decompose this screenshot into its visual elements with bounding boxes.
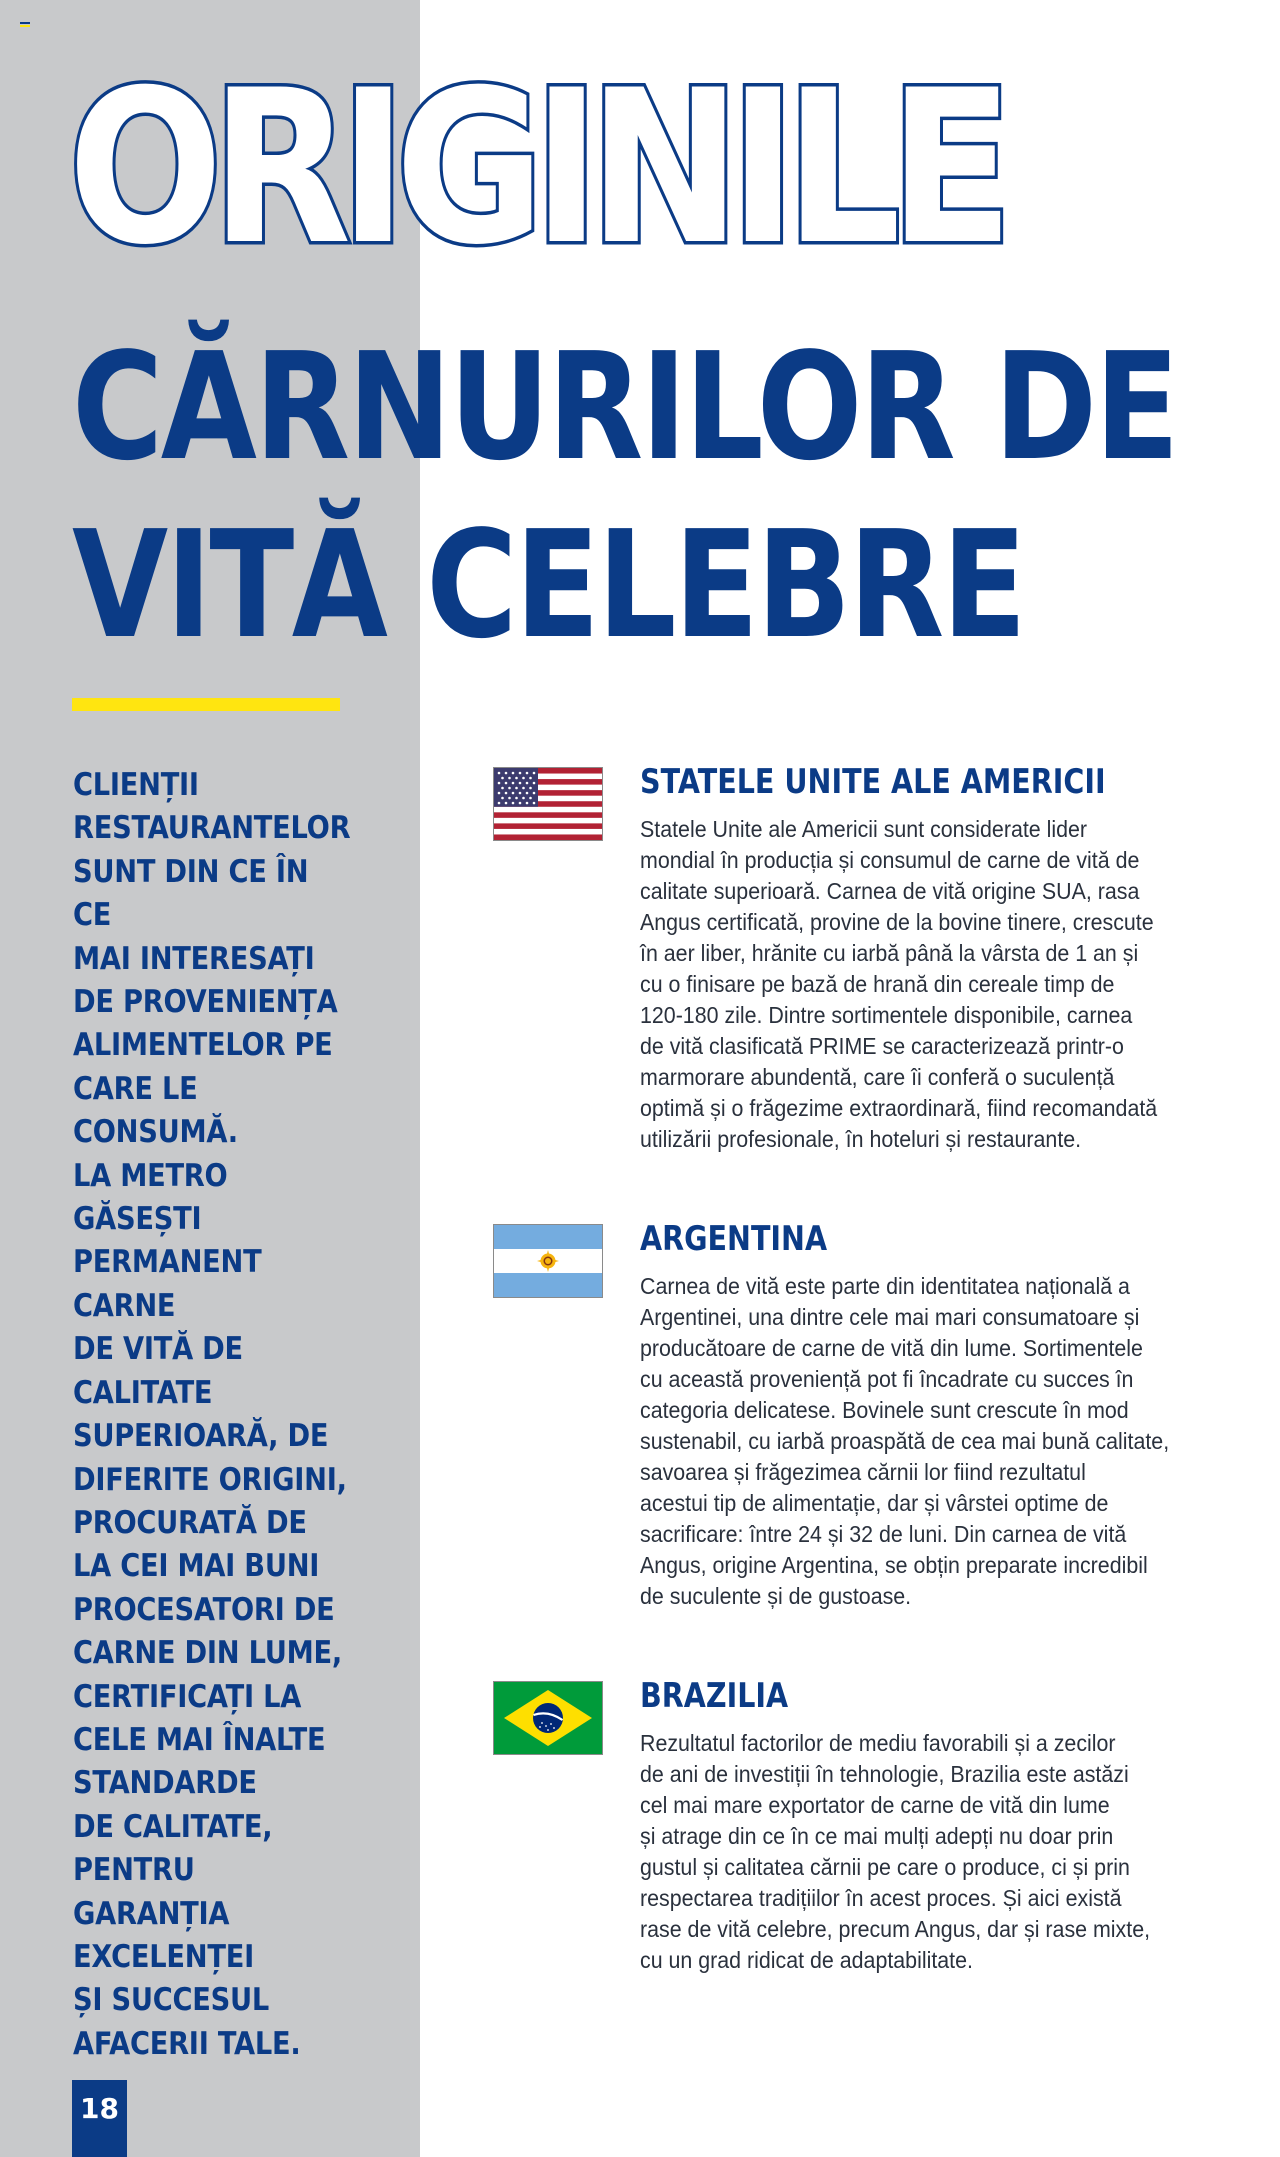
- section-title: BRAZILIA: [640, 1676, 789, 1716]
- body-line: Angus certificată, provine de la bovine tinere, crescute: [640, 909, 1154, 935]
- intro-line: DIFERITE ORIGINI,: [73, 1461, 347, 1498]
- intro-line: EXCELENȚEI: [73, 1938, 254, 1975]
- body-line: Carnea de vită este parte din identitatea națională a: [640, 1273, 1130, 1299]
- body-line: cu această proveniență pot fi încadrate cu succes în: [640, 1366, 1134, 1392]
- intro-text: [73, 764, 355, 2066]
- body-line: producătoare de carne de vită din lume. Sortimentele: [640, 1335, 1143, 1361]
- brazil-flag-icon: [494, 1682, 602, 1754]
- section-body: [640, 814, 1179, 1155]
- intro-line: STANDARDE: [73, 1765, 257, 1802]
- page-number: 18: [72, 2080, 127, 2157]
- body-line: în aer liber, hrănite cu iarbă până la vârsta de 1 an și: [640, 940, 1139, 966]
- title-line-2: CĂRNURILOR DE: [72, 321, 1178, 493]
- intro-line: CELE MAI ÎNALTE: [73, 1721, 326, 1758]
- body-line: cel mai mare exportator de carne de vită din lume: [640, 1792, 1110, 1818]
- title-line-1: ORIGINILE: [68, 44, 1002, 291]
- body-line: respectarea tradițiilor în acest proces. Și aici există: [640, 1885, 1122, 1911]
- body-line: de vită clasificată PRIME se caracterizează printr-o: [640, 1033, 1124, 1059]
- intro-line: PROCURATĂ DE: [73, 1504, 307, 1541]
- body-line: calitate superioară. Carnea de vită origine SUA, rasa: [640, 878, 1140, 904]
- intro-line: CARNE DIN LUME,: [73, 1635, 342, 1672]
- intro-line: AFACERII TALE.: [73, 2025, 301, 2062]
- body-line: 120-180 zile. Dintre sortimentele disponibile, carnea: [640, 1002, 1133, 1028]
- intro-line: PENTRU GARANȚIA: [73, 1852, 230, 1932]
- title-lines-2-3: [72, 318, 1177, 674]
- body-line: categoria delicatese. Bovinele sunt crescute în mod: [640, 1397, 1129, 1423]
- intro-line: LA METRO GĂSEȘTI: [73, 1157, 228, 1238]
- body-line: cu un grad ridicat de adaptabilitate.: [640, 1947, 973, 1973]
- body-line: de suculente și de gustoase.: [640, 1583, 912, 1609]
- title-line-3: VITĂ CELEBRE: [72, 499, 1025, 671]
- body-line: Argentinei, una dintre cele mai mari consumatoare și: [640, 1304, 1140, 1330]
- intro-line: MAI INTERESAȚI: [73, 940, 315, 977]
- body-line: Angus, origine Argentina, se obțin preparate incredibil: [640, 1552, 1148, 1578]
- body-line: cu o finisare pe bază de hrană din cereale timp de: [640, 971, 1115, 997]
- body-line: marmorare abundentă, care îi conferă o suculență: [640, 1064, 1115, 1090]
- intro-line: DE CALITATE,: [73, 1808, 273, 1845]
- body-line: Rezultatul factorilor de mediu favorabili și a zecilor: [640, 1730, 1116, 1756]
- section-body: [640, 1271, 1179, 1612]
- body-line: Statele Unite ale Americii sunt considerate lider: [640, 816, 1088, 842]
- intro-line: SUPERIOARĂ, DE: [73, 1418, 329, 1455]
- intro-line: SUNT DIN CE ÎN CE: [73, 853, 309, 934]
- body-line: savoarea și frăgezimea cărnii lor fiind rezultatul: [640, 1459, 1086, 1485]
- yellow-accent-bar: [72, 698, 340, 711]
- body-line: și atrage din ce în ce mai mulți adepți nu doar prin: [640, 1823, 1114, 1849]
- intro-line: LA CEI MAI BUNI: [73, 1548, 320, 1585]
- intro-line: DE VITĂ DE CALITATE: [73, 1331, 243, 1411]
- intro-line: PERMANENT CARNE: [73, 1244, 262, 1324]
- intro-line: CARE LE CONSUMĂ.: [73, 1070, 238, 1151]
- body-line: gustul și calitatea cărnii pe care o produce, ci și prin: [640, 1854, 1130, 1880]
- intro-line: CERTIFICAȚI LA: [73, 1678, 302, 1715]
- intro-line: RESTAURANTELOR: [73, 810, 351, 847]
- body-line: mondial în producția și consumul de carne de vită de: [640, 847, 1140, 873]
- body-line: optimă și o frăgezime extraordinară, fiind recomandată: [640, 1095, 1158, 1121]
- section-body: [640, 1728, 1179, 1976]
- intro-line: ALIMENTELOR PE: [73, 1027, 333, 1064]
- body-line: utilizării profesionale, în hoteluri și restaurante.: [640, 1126, 1082, 1152]
- usa-flag-icon: [494, 768, 602, 840]
- body-line: de ani de investiții în tehnologie, Brazilia este astăzi: [640, 1761, 1129, 1787]
- corner-flag-mark: [20, 22, 30, 28]
- section-title: ARGENTINA: [640, 1219, 828, 1259]
- body-line: rase de vită celebre, precum Angus, dar și rase mixte,: [640, 1916, 1151, 1942]
- intro-line: CLIENȚII: [73, 767, 199, 803]
- intro-line: DE PROVENIENȚA: [73, 984, 338, 1021]
- body-line: sustenabil, cu iarbă proaspătă de cea mai bună calitate,: [640, 1428, 1170, 1454]
- body-line: sacrificare: între 24 și 32 de luni. Din carnea de vită: [640, 1521, 1127, 1547]
- body-line: acestui tip de alimentație, dar și vârstei optime de: [640, 1490, 1109, 1516]
- intro-line: PROCESATORI DE: [73, 1591, 335, 1628]
- argentina-flag-icon: [494, 1225, 602, 1297]
- intro-line: ȘI SUCCESUL: [73, 1982, 270, 2019]
- section-title: STATELE UNITE ALE AMERICII: [640, 762, 1106, 802]
